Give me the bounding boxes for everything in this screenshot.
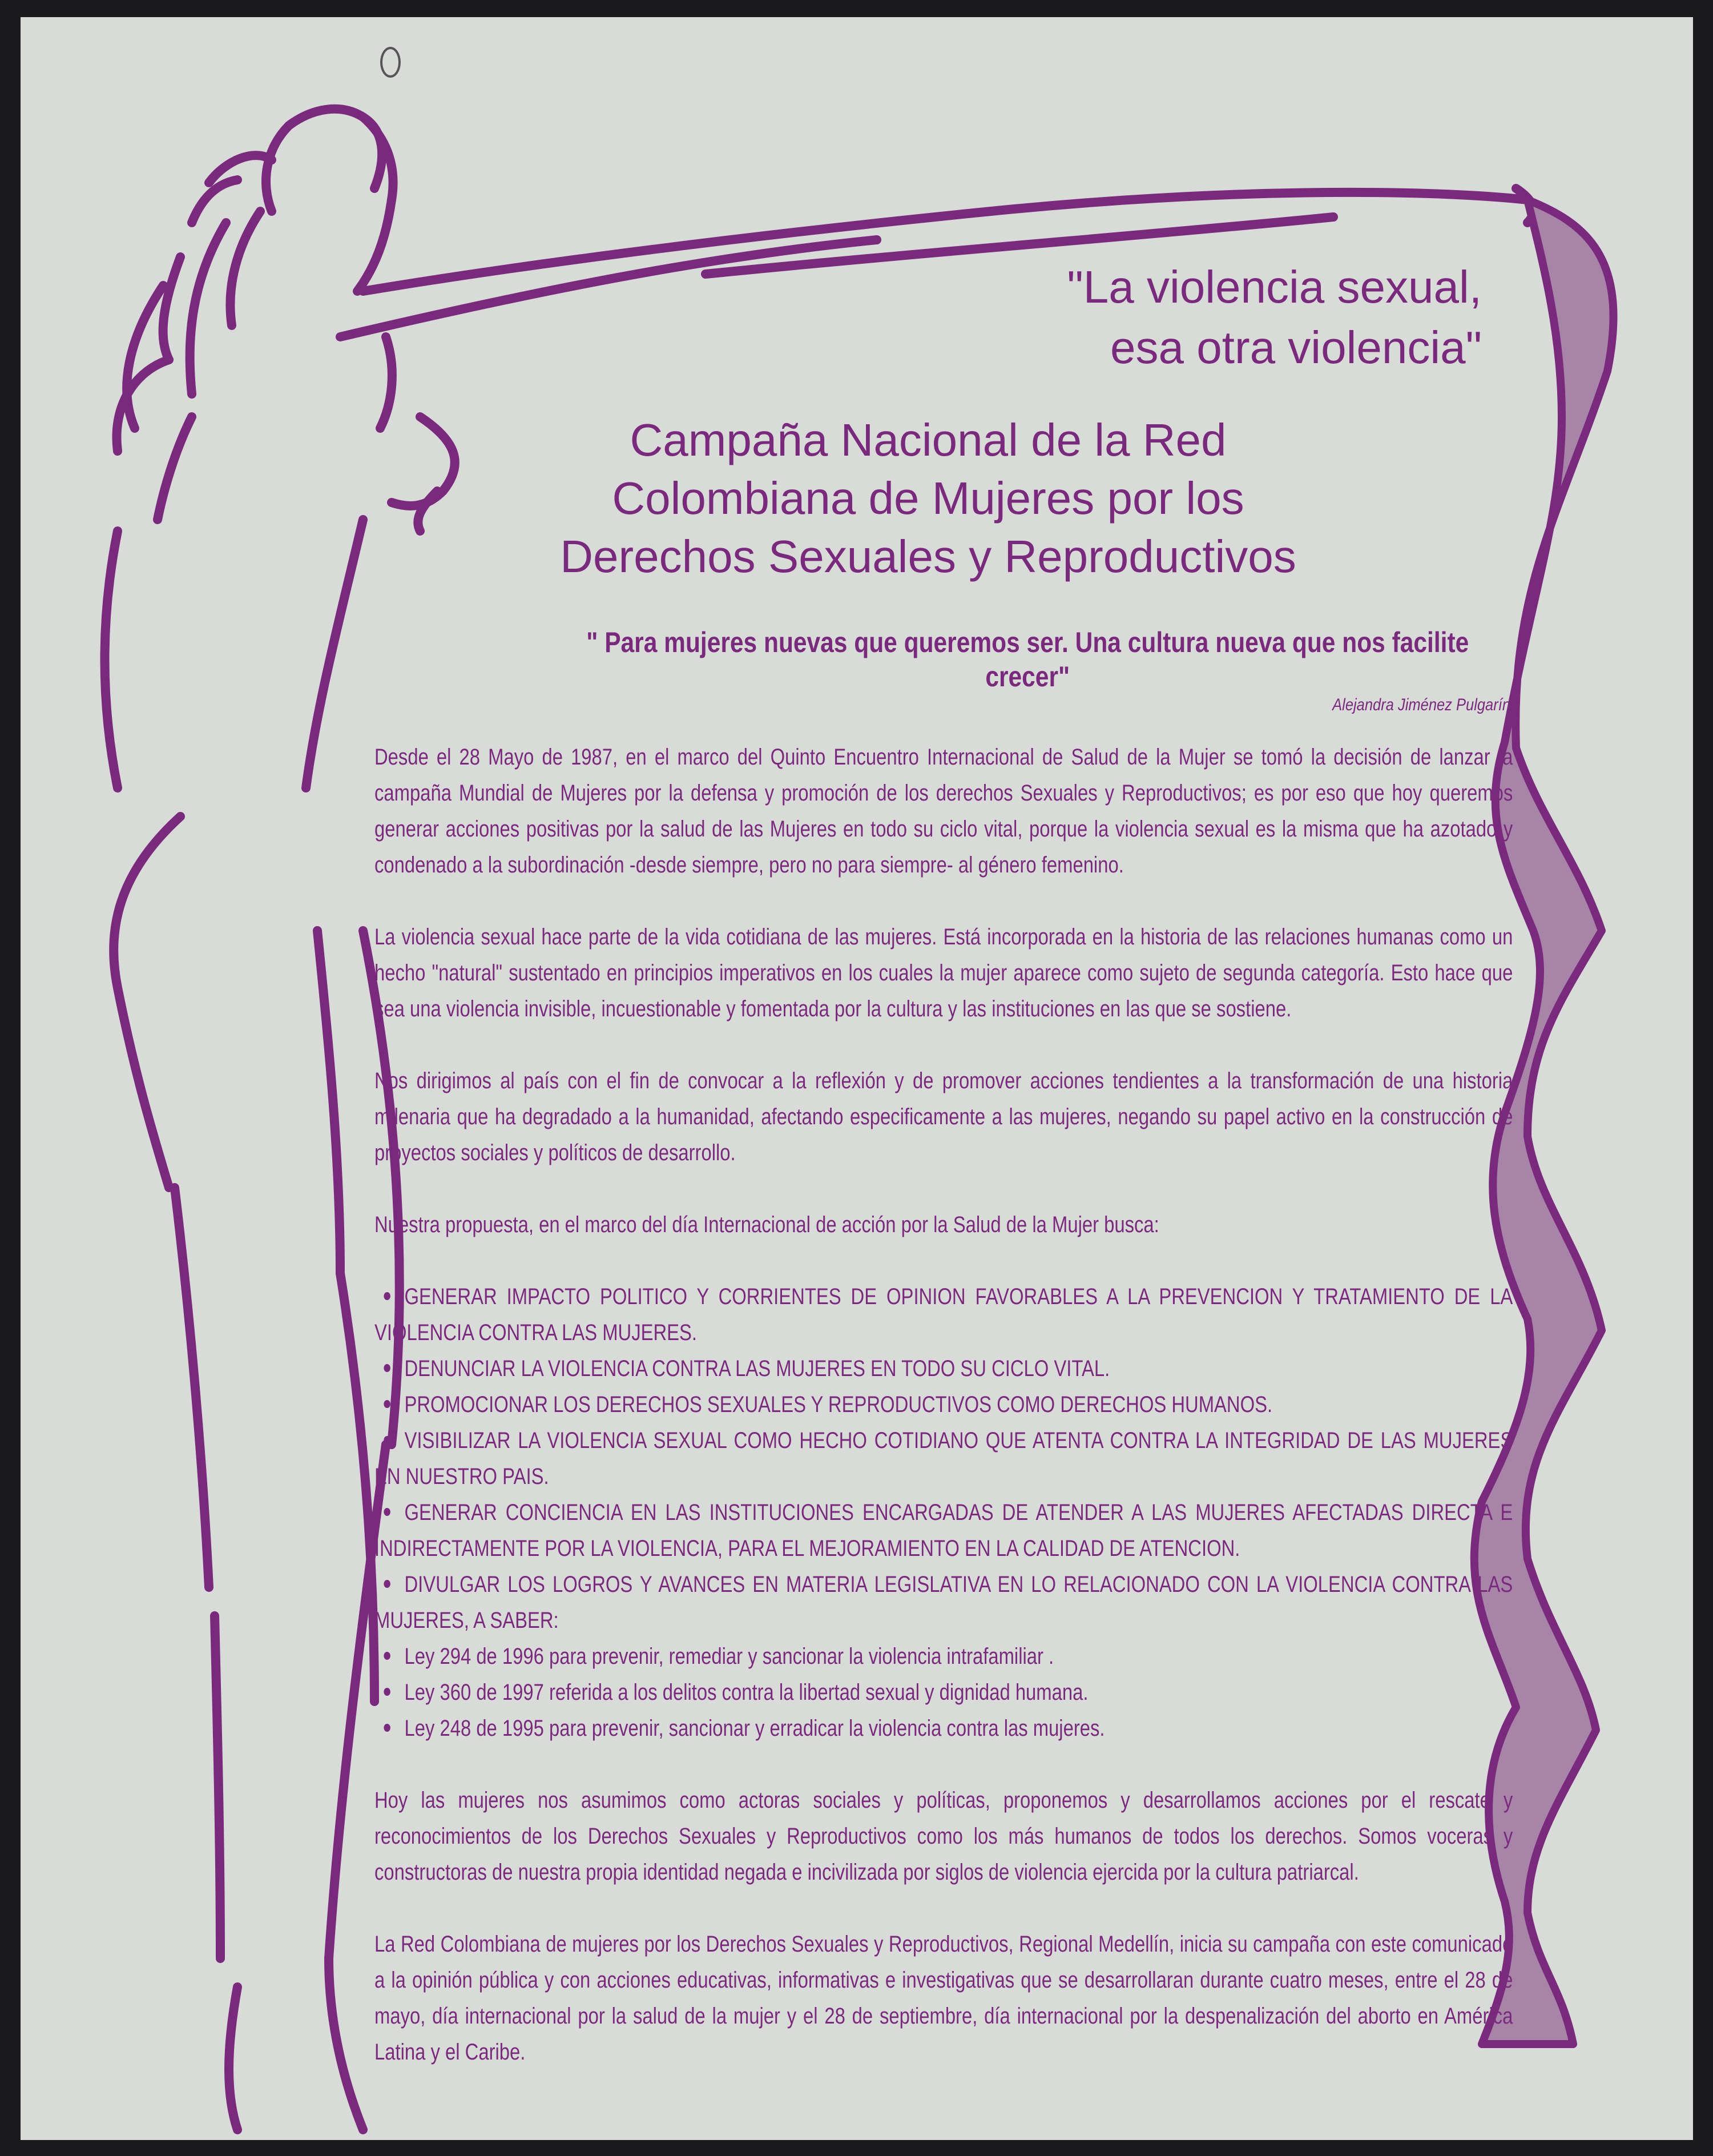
- bullet-icon: [384, 1400, 390, 1408]
- headline-quote-line2: esa otra violencia": [1110, 322, 1482, 373]
- campaign-title-line1: Campaña Nacional de la Red: [630, 415, 1227, 465]
- headline-quote-line1: "La violencia sexual,: [1067, 262, 1482, 312]
- bullet-icon: [384, 1652, 390, 1660]
- bullet-icon: [384, 1364, 390, 1372]
- bullet-icon: [384, 1292, 390, 1300]
- law-item: Ley 360 de 1997 referida a los delitos contra la libertad sexual y dignidad humana.: [374, 1675, 1513, 1711]
- bullet-icon: [384, 1688, 390, 1696]
- objective-item: GENERAR IMPACTO POLITICO Y CORRIENTES DE OPINION FAVORABLES A LA PREVENCION Y TRATAMIENTO DE LA VIOLENCIA CONTRA LAS MUJERES.: [374, 1284, 1513, 1345]
- law-item: Ley 248 de 1995 para prevenir, sancionar y erradicar la violencia contra las mujeres.: [374, 1711, 1513, 1747]
- motto-text: " Para mujeres nuevas que queremos ser. Una cultura nueva que nos facilite crecer": [586, 626, 1469, 693]
- closing-paragraph-1: Hoy las mujeres nos asumimos como actoras sociales y políticas, proponemos y desarrollamos acciones por el rescate y reconocimientos de los Derechos Sexuales y Reproductivos como los más humanos de todos los derechos. Somos voceras y constructoras de nuestra propia identidad negada e incivilizada por siglos de violencia ejercida por la cultura patriarcal.: [374, 1788, 1513, 1885]
- headline-quote: [968, 257, 1482, 378]
- law-item: Ley 294 de 1996 para prevenir, remediar y sancionar la violencia intrafamiliar .: [374, 1639, 1513, 1675]
- campaign-title: [471, 411, 1385, 586]
- flyer-sheet: [21, 17, 1693, 2140]
- paragraph-3: Nos dirigimos al país con el fin de convocar a la reflexión y de promover acciones tendientes a la transformación de una historia milenaria que ha degradado a la humanidad, afectando especificamente a las mujeres, negando su papel activo en la construcción de proyectos sociales y políticos de desarrollo.: [374, 1068, 1513, 1165]
- motto-quote: [545, 625, 1511, 717]
- objective-item: DENUNCIAR LA VIOLENCIA CONTRA LAS MUJERES EN TODO SU CICLO VITAL.: [374, 1351, 1513, 1387]
- pencil-circle-mark: [380, 47, 401, 78]
- paragraph-2: La violencia sexual hace parte de la vida cotidiana de las mujeres. Está incorporada en la historia de las relaciones humanas como un hecho "natural" sustentado en principios imperativos en los cuales la mujer aparece como sujeto de segunda categoría. Esto hace que sea una violencia invisible, incuestionable y fomentada por la cultura y las instituciones en las que se sostiene.: [374, 924, 1513, 1021]
- laws-list: [374, 1639, 1513, 1747]
- bullet-icon: [384, 1436, 390, 1444]
- body-text: [374, 739, 1522, 2106]
- closing-paragraph-2: La Red Colombiana de mujeres por los Derechos Sexuales y Reproductivos, Regional Medellín, inicia su campaña con este comunicado a la opinión pública y con acciones educativas, informativas e investigativas que se desarrollaran durante cuatro meses, entre el 28 de mayo, día internacional por la salud de la mujer y el 28 de septiembre, día internacional por la despenalización del aborto en América Latina y el Caribe.: [374, 1932, 1513, 2065]
- campaign-title-line3: Derechos Sexuales y Reproductivos: [560, 531, 1296, 582]
- objective-item: DIVULGAR LOS LOGROS Y AVANCES EN MATERIA LEGISLATIVA EN LO RELACIONADO CON LA VIOLENCIA CONTRA LAS MUJERES, A SABER:: [374, 1572, 1513, 1633]
- motto-author: Alejandra Jiménez Pulgarín: [1332, 695, 1510, 714]
- bullet-icon: [384, 1508, 390, 1516]
- objective-item: GENERAR CONCIENCIA EN LAS INSTITUCIONES ENCARGADAS DE ATENDER A LAS MUJERES AFECTADAS DIRECTA E INDIRECTAMENTE POR LA VIOLENCIA, PARA EL MEJORAMIENTO EN LA CALIDAD DE ATENCION.: [374, 1500, 1513, 1561]
- bullet-icon: [384, 1724, 390, 1732]
- objective-item: PROMOCIONAR LOS DERECHOS SEXUALES Y REPRODUCTIVOS COMO DERECHOS HUMANOS.: [374, 1387, 1513, 1423]
- objectives-list: [374, 1279, 1513, 1639]
- paragraph-1: Desde el 28 Mayo de 1987, en el marco del Quinto Encuentro Internacional de Salud de la Mujer se tomó la decisión de lanzar la campaña Mundial de Mujeres por la defensa y promoción de los derechos Sexuales y Reproductivos; es por eso que hoy queremos generar acciones positivas por la salud de las Mujeres en todo su ciclo vital, porque la violencia sexual es la misma que ha azotado y condenado a la subordinación -desde siempre, pero no para siempre- al género femenino.: [374, 745, 1513, 878]
- bullet-icon: [384, 1580, 390, 1588]
- objective-item: VISIBILIZAR LA VIOLENCIA SEXUAL COMO HECHO COTIDIANO QUE ATENTA CONTRA LA INTEGRIDAD DE LAS MUJERES EN NUESTRO PAIS.: [374, 1428, 1513, 1489]
- paragraph-4: Nuestra propuesta, en el marco del día Internacional de acción por la Salud de la Mujer busca:: [374, 1212, 1159, 1237]
- campaign-title-line2: Colombiana de Mujeres por los: [612, 473, 1244, 524]
